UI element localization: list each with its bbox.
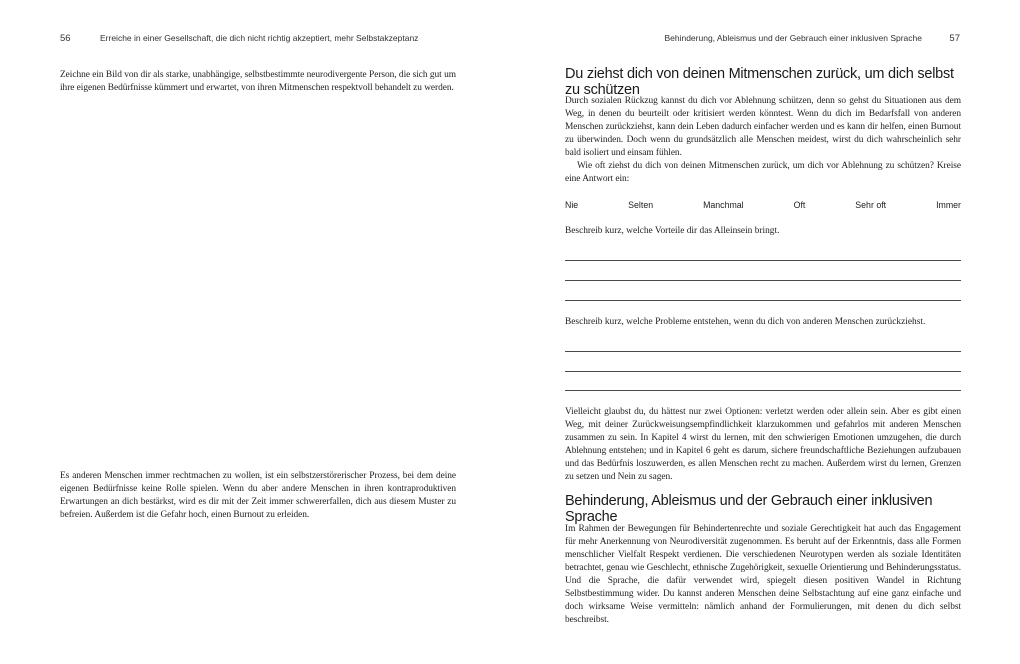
running-head-right: Behinderung, Ableismus und der Gebrauch einer inklusiven Sprache <box>664 33 922 43</box>
scale-option-nie[interactable]: Nie <box>565 200 579 210</box>
problems-prompt: Beschreib kurz, welche Probleme entstehen, wenn du dich von anderen Menschen zurückziehst. <box>565 317 926 327</box>
answer-line[interactable] <box>565 280 961 281</box>
right-page <box>510 0 1020 664</box>
frequency-scale <box>565 200 961 210</box>
neurodiversity-paragraph: Im Rahmen der Bewegungen für Behindertenrechte und soziale Gerechtigkeit hat auch das Engagement für mehr Anerkennung von Neurodiversität zugenommen. Es beruht auf der Erkenntnis, dass alle Formen menschlicher Vielfalt Respekt verdienen. Die verschiedenen Neurotypen werden als soziale Identitäten betrachtet, genau wie Geschlecht, ethnische Zugehörigkeit, sexuelle Orientierung und Behinderungsstatus. Und die Sprache, die dafür verwendet wird, spiegelt diesen positiven Wandel in Richtung Selbstbestimmung wider. Du kannst anderen Menschen deine Selbstachtung auf eine ganz einfache und doch wirksame Weise vermitteln: nämlich anhand der Formulierungen, mit denen du dich selbst beschreibst. <box>565 524 961 625</box>
answer-line[interactable] <box>565 390 961 391</box>
scale-option-immer[interactable]: Immer <box>936 200 961 210</box>
scale-option-manchmal[interactable]: Manchmal <box>703 200 744 210</box>
section-heading-withdrawal: Du ziehst dich von deinen Mitmenschen zurück, um dich selbst zu schützen <box>565 66 954 98</box>
answer-line[interactable] <box>565 260 961 261</box>
frequency-question: Wie oft ziehst du dich von deinen Mitmenschen zurück, um dich vor Ablehnung zu schützen? Kreise eine Antwort ein: <box>565 161 961 184</box>
people-pleasing-paragraph: Es anderen Menschen immer rechtmachen zu wollen, ist ein selbstzerstörerischer Prozess, bei dem deine eigenen Bedürfnisse keine Rolle spielen. Wenn du aber andere Menschen in ihren kontraproduktiven Erwartungen an dich bestärkst, wird es dir mit der Zeit immer schwererfallen, dich aus diesem Muster zu befreien. Außerdem ist die Gefahr hoch, einen Burnout zu erleiden. <box>60 471 456 520</box>
scale-option-sehr-oft[interactable]: Sehr oft <box>855 200 887 210</box>
drawing-instruction-paragraph: Zeichne ein Bild von dir als starke, unabhängige, selbstbestimmte neurodivergente Person, die sich gut um ihre eigenen Bedürfnisse kümmert und erwartet, von ihren Mitmenschen respektvoll behandelt zu werden. <box>60 70 456 93</box>
advantages-prompt: Beschreib kurz, welche Vorteile dir das Alleinsein bringt. <box>565 226 780 236</box>
running-head-left: Erreiche in einer Gesellschaft, die dich nicht richtig akzeptiert, mehr Selbstakzeptanz <box>100 33 419 43</box>
intro-paragraph: Durch sozialen Rückzug kannst du dich vor Ablehnung schützen, denn so gehst du Situationen aus dem Weg, in denen du beurteilt oder kritisiert werden könntest. Wenn du dich im Bedarfsfall von anderen Menschen zurückziehst, kann dein Leben dadurch einfacher werden und es kann dir helfen, einen Burnout zu überwinden. Doch wenn du grundsätzlich alle Menschen meidest, wirst du dich wahrscheinlich sehr bald isoliert und einsam fühlen. <box>565 96 961 158</box>
answer-line[interactable] <box>565 300 961 301</box>
options-paragraph: Vielleicht glaubst du, du hättest nur zwei Optionen: verletzt werden oder allein sein. Aber es gibt einen Weg, mit deiner Zurückweisungsempfindlichkeit klarzukommen und gefahrlos mit anderen Menschen zusammen zu sein. In Kapitel 4 wirst du lernen, mit den schwierigen Emotionen umzugehen, die durch Ablehnung entstehen; und in Kapitel 6 geht es darum, sichere freundschaftliche Beziehungen aufzubauen und das Bedürfnis loszuwerden, es allen Menschen recht zu machen. Außerdem wirst du lernen, Grenzen zu setzen und Nein zu sagen. <box>565 407 961 482</box>
scale-option-selten[interactable]: Selten <box>628 200 654 210</box>
section-heading-ableism: Behinderung, Ableismus und der Gebrauch einer inklusiven Sprache <box>565 493 933 525</box>
answer-line[interactable] <box>565 351 961 352</box>
answer-line[interactable] <box>565 371 961 372</box>
page-number-left: 56 <box>60 33 71 44</box>
intro-block <box>565 95 961 186</box>
scale-option-oft[interactable]: Oft <box>793 200 806 210</box>
page-number-right: 57 <box>949 33 960 44</box>
